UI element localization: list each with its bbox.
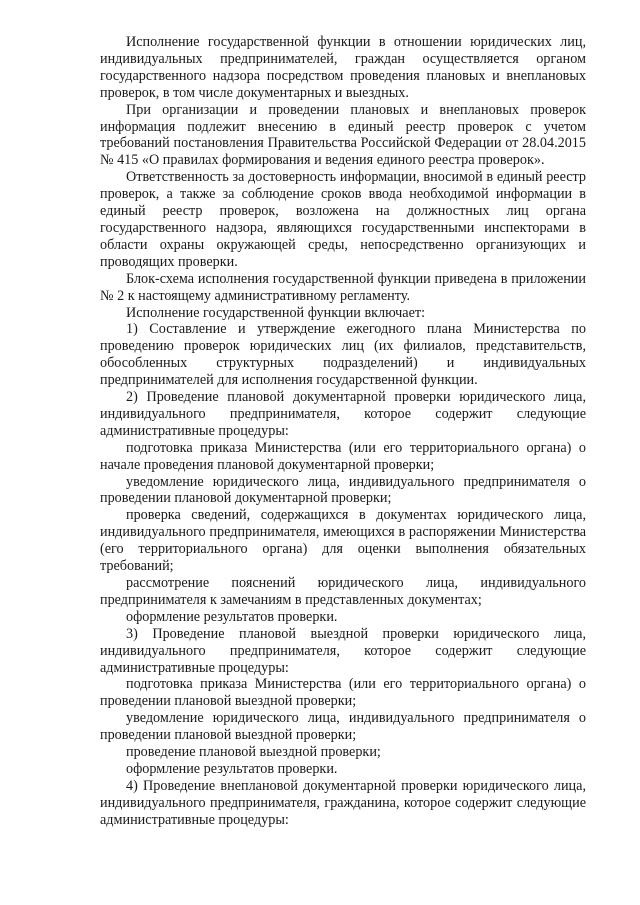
- list-item: 1) Составление и утверждение ежегодного плана Министерства по проведению проверок юридических лиц (их филиалов, представительств, обособленных структурных подразделений) и индивидуальных предпринимателей для исполнения государственной функции.: [100, 321, 586, 389]
- list-item: оформление результатов проверки.: [126, 760, 338, 777]
- list-item: оформление результатов проверки.: [126, 608, 338, 625]
- document-page: [100, 34, 586, 829]
- list-item: 2) Проведение плановой документарной проверки юридического лица, индивидуального предпринимателя, которое содержит следующие административные процедуры:: [100, 389, 586, 439]
- list-item: проведение плановой выездной проверки;: [126, 744, 381, 761]
- list-item: уведомление юридического лица, индивидуального предпринимателя о проведении плановой выездной проверки;: [100, 710, 586, 744]
- list-item: подготовка приказа Министерства (или его территориального органа) о проведении плановой выездной проверки;: [100, 676, 586, 710]
- paragraph: Ответственность за достоверность информации, вносимой в единый реестр проверок, а также за соблюдение сроков ввода необходимой информации в единый реестр проверок, возложена на должностных лиц органа государственного надзора, являющихся государственными инспекторами в области охраны окружающей среды, непосредственно организующих и проводящих проверки.: [100, 169, 586, 270]
- paragraph: Исполнение государственной функции в отношении юридических лиц, индивидуальных предпринимателей, граждан осуществляется органом государственного надзора посредством проведения плановых и внеплановых проверок, в том числе документарных и выездных.: [100, 34, 586, 101]
- paragraph: Блок-схема исполнения государственной функции приведена в приложении № 2 к настоящему административному регламенту.: [100, 270, 586, 304]
- list-item: 4) Проведение внеплановой документарной проверки юридического лица, индивидуального предпринимателя, гражданина, которое содержит следующие административные процедуры:: [100, 777, 586, 828]
- list-item: уведомление юридического лица, индивидуального предпринимателя о проведении плановой документарной проверки;: [100, 473, 586, 507]
- list-item: подготовка приказа Министерства (или его территориального органа) о начале проведения плановой документарной проверки;: [100, 439, 586, 473]
- list-item: 3) Проведение плановой выездной проверки юридического лица, индивидуального предпринимателя, которое содержит следующие административные процедуры:: [100, 625, 586, 676]
- paragraph: При организации и проведении плановых и внеплановых проверок информация подлежит внесению в единый реестр проверок с учетом требований постановления Правительства Российской Федерации от 28.04.2015 № 415 «О правилах формирования и ведения единого реестра проверок».: [100, 101, 586, 169]
- list-item: проверка сведений, содержащихся в документах юридического лица, индивидуального предпринимателя, имеющихся в распоряжении Министерства (его территориального органа) для оценки выполнения обязательных требований;: [100, 507, 586, 575]
- list-item: рассмотрение пояснений юридического лица, индивидуального предпринимателя к замечаниям в представленных документах;: [100, 575, 586, 608]
- paragraph: Исполнение государственной функции включает:: [126, 304, 426, 321]
